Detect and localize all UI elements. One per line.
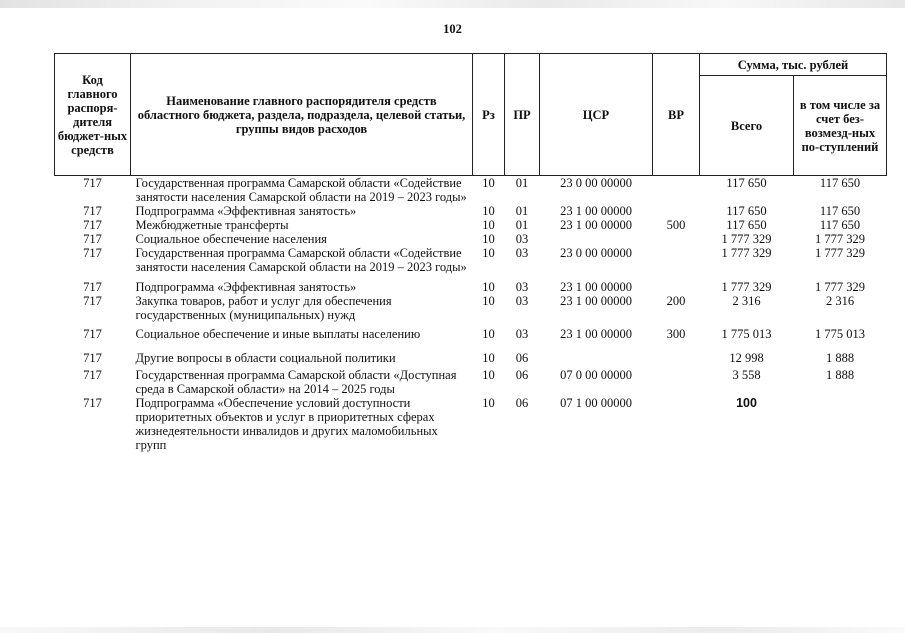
table-row [55,322,887,341]
cell-pr: 03 [515,246,529,260]
cell-code: 717 [83,204,102,218]
cell-total: 117 650 [726,176,767,190]
cell-csr: 23 0 00 00000 [560,246,632,260]
cell-name: Подпрограмма «Обеспечение условий доступности приоритетных объектов и услуг в приоритетных сферах жизнедеятельности инвалидов и других маломобильных групп [135,396,438,452]
cell-csr [540,232,653,246]
table-row [55,341,887,365]
cell-free: 1 888 [825,368,855,382]
table-row [55,396,887,452]
cell-vr [653,341,700,365]
cell-pr: 03 [515,280,529,294]
cell-pr: 06 [515,368,529,382]
cell-code: 717 [83,246,102,260]
header-vr: ВР [653,54,700,176]
cell-vr: 200 [666,294,686,308]
budget-table [54,53,887,452]
cell-rz: 10 [482,368,495,382]
cell-total: 100 [736,396,757,410]
cell-csr [540,341,653,365]
header-rz: Рз [473,54,505,176]
cell-vr: 300 [666,327,686,341]
cell-pr: 06 [515,351,529,365]
cell-free: 1 777 329 [815,280,865,294]
cell-rz: 10 [482,204,495,218]
cell-total: 12 998 [729,351,764,365]
header-csr: ЦСР [540,54,653,176]
cell-csr: 23 1 00 00000 [560,327,632,341]
cell-total: 1 775 013 [721,327,772,341]
cell-name: Подпрограмма «Эффективная занятость» [135,280,357,294]
cell-total: 117 650 [726,218,767,232]
cell-vr [653,246,700,274]
cell-csr: 23 0 00 00000 [560,176,632,190]
cell-free: 1 777 329 [815,246,865,260]
cell-pr: 01 [515,176,529,190]
cell-code: 717 [83,351,102,365]
cell-pr: 03 [515,294,529,308]
scan-edge-bottom [0,627,905,633]
cell-total: 1 777 329 [721,280,772,294]
cell-code: 717 [83,280,102,294]
header-name: Наименование главного распорядителя средств областного бюджета, раздела, подраздела, целевой статьи, группы видов расходов [131,54,473,176]
cell-name: Закупка товаров, работ и услуг для обеспечения государственных (муниципальных) нужд [135,294,392,322]
cell-total: 117 650 [726,204,767,218]
cell-csr: 23 1 00 00000 [560,204,632,218]
header-total: Всего [700,76,794,176]
cell-rz: 10 [482,232,495,246]
header-sum-group: Сумма, тыс. рублей [700,54,887,76]
cell-csr: 07 1 00 00000 [560,396,632,410]
cell-name: Государственная программа Самарской области «Содействие занятости населения Самарской области на 2019 – 2023 годы» [135,246,467,274]
cell-name: Государственная программа Самарской области «Содействие занятости населения Самарской области на 2019 – 2023 годы» [135,176,467,204]
cell-rz: 10 [482,327,495,341]
header-free: в том числе за счет без-возмезд-ных по-ступлений [794,76,887,176]
cell-pr: 03 [515,232,529,246]
cell-csr: 23 1 00 00000 [560,218,632,232]
cell-rz: 10 [482,176,495,190]
cell-total: 2 316 [732,294,761,308]
cell-vr: 500 [666,218,686,232]
cell-rz: 10 [482,280,495,294]
cell-code: 717 [83,368,102,382]
cell-free: 1 888 [825,351,855,365]
cell-pr: 06 [515,396,529,410]
table-row [55,365,887,396]
table-body [55,176,887,453]
cell-rz: 10 [482,294,495,308]
cell-rz: 10 [482,218,495,232]
cell-rz: 10 [482,396,495,410]
cell-code: 717 [83,294,102,308]
cell-vr [653,176,700,205]
cell-free: 117 650 [819,176,861,190]
cell-code: 717 [83,396,102,410]
cell-code: 717 [83,327,102,341]
cell-total: 1 777 329 [721,246,772,260]
table-row [55,218,887,232]
cell-name: Социальное обеспечение населения [135,232,327,246]
cell-vr [653,232,700,246]
cell-code: 717 [83,218,102,232]
cell-name: Государственная программа Самарской области «Доступная среда в Самарской области» на 2014 – 2025 годы [135,368,457,396]
cell-csr: 23 1 00 00000 [560,280,632,294]
table-row [55,204,887,218]
cell-pr: 03 [515,327,529,341]
table-row [55,294,887,322]
cell-free: 1 775 013 [815,327,865,341]
cell-total: 1 777 329 [721,232,772,246]
table-row [55,246,887,274]
cell-vr [653,396,700,452]
cell-vr [653,365,700,396]
cell-rz: 10 [482,246,495,260]
cell-name: Межбюджетные трансферты [135,218,289,232]
cell-code: 717 [83,176,102,190]
cell-name: Другие вопросы в области социальной политики [135,351,396,365]
cell-free: 117 650 [819,218,861,232]
table-row [55,232,887,246]
table-row [55,274,887,294]
cell-rz: 10 [482,351,495,365]
page-number: 102 [443,22,462,36]
cell-csr: 07 0 00 00000 [560,368,632,382]
cell-free: 2 316 [825,294,855,308]
cell-name: Социальное обеспечение и иные выплаты населению [135,327,421,341]
cell-free: 117 650 [819,204,861,218]
cell-name: Подпрограмма «Эффективная занятость» [135,204,357,218]
cell-code: 717 [83,232,102,246]
header-code: Код главного распоря-дителя бюджет-ных средств [55,54,131,176]
scan-edge-top [0,0,905,8]
cell-pr: 01 [515,204,529,218]
cell-vr [653,274,700,294]
cell-free [794,396,887,452]
cell-total: 3 558 [732,368,761,382]
cell-free: 1 777 329 [815,232,865,246]
table-row [55,176,887,205]
cell-pr: 01 [515,218,529,232]
cell-csr: 23 1 00 00000 [560,294,632,308]
cell-vr [653,204,700,218]
header-pr: ПР [505,54,540,176]
